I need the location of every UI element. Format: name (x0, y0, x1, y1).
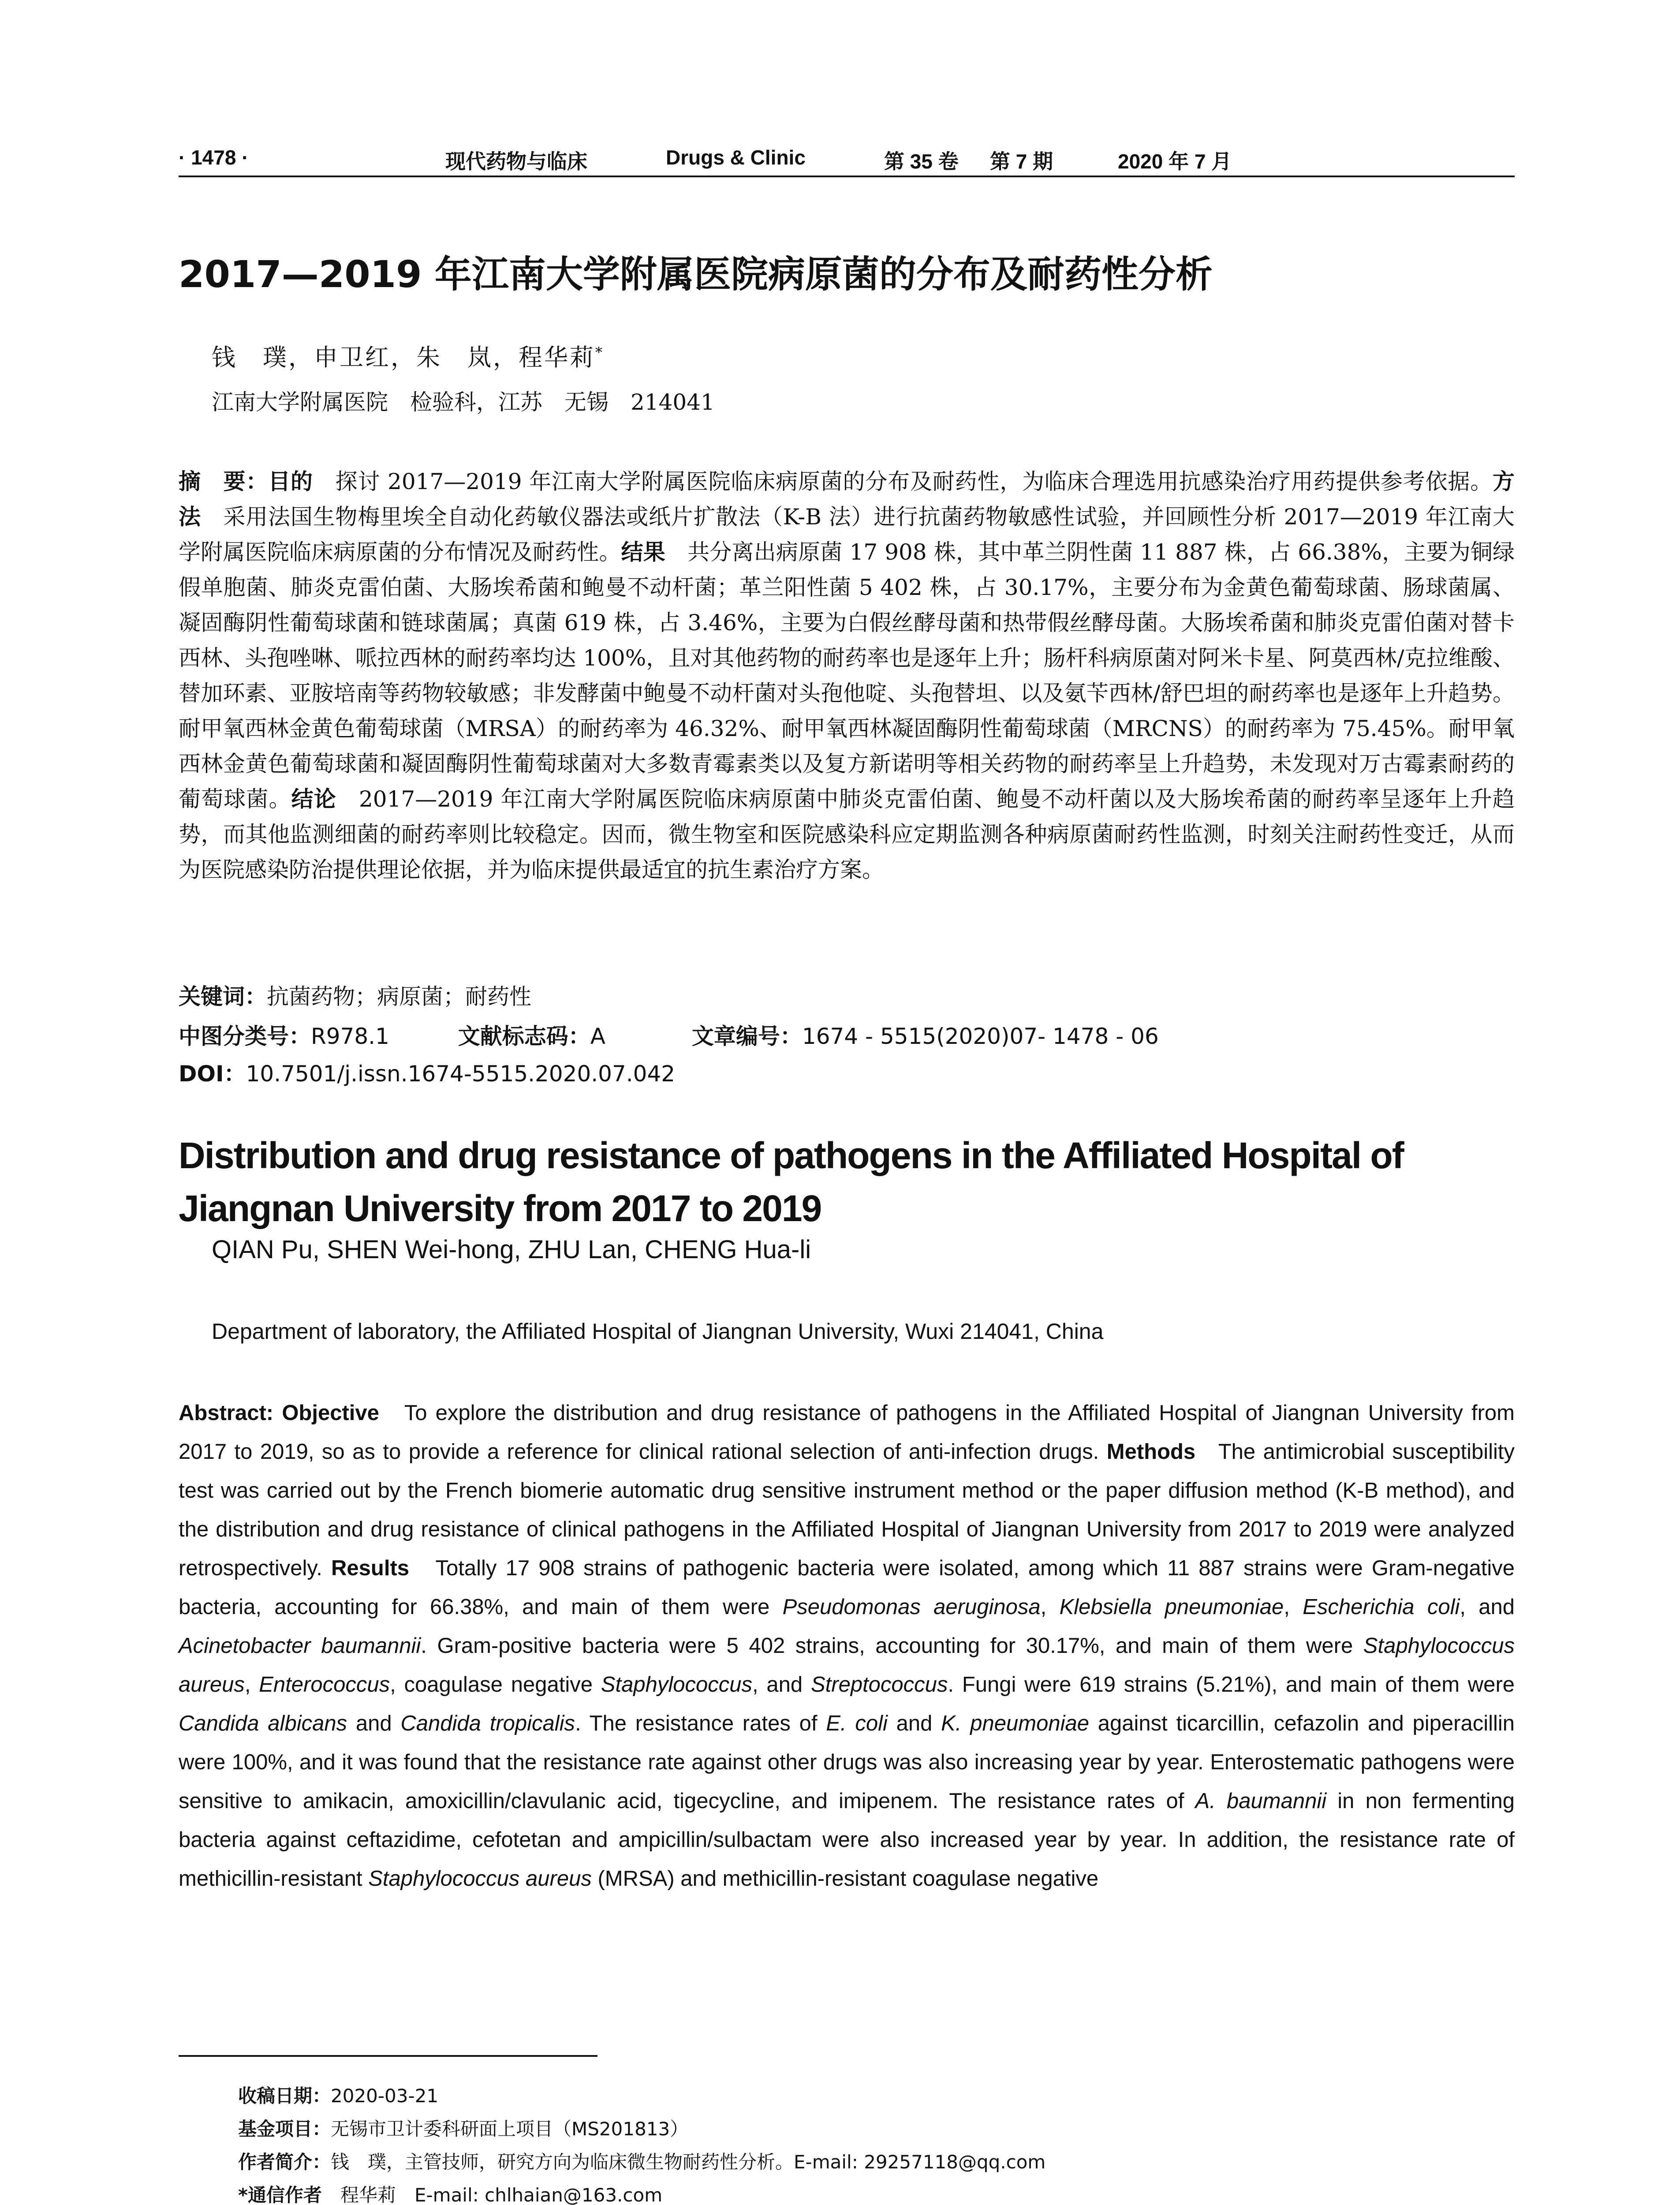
results-text: , and (1460, 1595, 1515, 1619)
results-text: Totally 17 908 strains of pathogenic bacteria were isolated, among which 11 887 strains were Gram-negative bacteria, accounting for 66.38%, and main of them were (179, 1556, 1515, 1619)
abstract-en-label: Abstract: (179, 1401, 274, 1425)
authors-en: QIAN Pu, SHEN Wei-hong, ZHU Lan, CHENG Hua-li (212, 1235, 811, 1264)
species-name: Staphylococcus aureus (368, 1867, 592, 1891)
results-text: , coagulase negative (390, 1673, 601, 1697)
results-text: , (1284, 1595, 1303, 1619)
doi-value[interactable]: 10.7501/j.issn.1674-5515.2020.07.042 (246, 1061, 676, 1087)
doi-line (179, 1056, 675, 1088)
footnote-bio (238, 2148, 1045, 2174)
abstract-cn-methods-label: 方法 (179, 469, 1515, 530)
doi-label: DOI： (179, 1061, 246, 1087)
species-name: Staphylococcus (601, 1673, 752, 1697)
species-name: Acinetobacter baumannii (179, 1634, 421, 1658)
received-date: 2020-03-21 (331, 2085, 439, 2107)
abstract-cn-conclusion: 2017—2019 年江南大学附属医院临床病原菌中肺炎克雷伯菌、鲍曼不动杆菌以及大肠埃希菌的耐药率呈逐年上升趋势，而其他监测细菌的耐药率则比较稳定。因而，微生物室和医院感染科应定期监测各种病原菌耐药性监测，时刻关注耐药性变迁，从而为医院感染防治提供理论依据，并为临床提供最适宜的抗生素治疗方案。 (179, 786, 1515, 882)
header-rule (179, 176, 1515, 177)
title-cn: 2017—2019 年江南大学附属医院病原菌的分布及耐药性分析 (179, 253, 1213, 296)
abstract-en-methods: The antimicrobial susceptibility test was carried out by the French biomerie automatic drug sensitive instrument method or the paper diffusion method (K-B method), and the distribution and drug resistance of clinical pathogens in the Affiliated Hospital of Jiangnan University from 2017 to 2019 were analyzed retrospectively. (179, 1440, 1515, 1580)
species-name: Staphylococcus aureus (179, 1634, 1515, 1697)
running-header (179, 142, 1515, 173)
abstract-cn-methods: 采用法国生物梅里埃全自动化药敏仪器法或纸片扩散法（K-B 法）进行抗菌药物敏感性试验，并回顾性分析 2017—2019 年江南大学附属医院临床病原菌的分布情况及耐药性。 (179, 504, 1515, 565)
footnote-received (238, 2082, 438, 2108)
results-text: , (1040, 1595, 1060, 1619)
species-name: E. coli (826, 1712, 888, 1735)
species-name: K. pneumoniae (941, 1712, 1089, 1735)
footnote-fund (238, 2115, 688, 2141)
corresponding-label: *通信作者 (238, 2184, 322, 2205)
keywords-line (179, 979, 531, 1011)
species-name: A. baumannii (1195, 1789, 1327, 1813)
results-text: . The resistance rates of (575, 1712, 826, 1735)
doc-code-value: A (590, 1024, 606, 1049)
species-name: Candida albicans (179, 1712, 347, 1735)
clc-label: 中图分类号： (179, 1024, 311, 1049)
authors-cn (212, 339, 604, 373)
species-name: Enterococcus (259, 1673, 390, 1697)
corresponding-mark: * (595, 344, 604, 361)
bio-value: 钱 璞，主管技师，研究方向为临床微生物耐药性分析。E-mail: 29257118@qq.com (331, 2151, 1046, 2173)
species-name: Candida tropicalis (400, 1712, 575, 1735)
abstract-cn-objective: 探讨 2017—2019 年江南大学附属医院临床病原菌的分布及耐药性，为临床合理选用抗感染治疗用药提供参考依据。 (313, 469, 1493, 494)
authors-cn-names: 钱 璞，申卫红，朱 岚，程华莉 (212, 344, 595, 371)
clc-value: R978.1 (311, 1024, 389, 1049)
abstract-cn-objective-label: 目的 (268, 469, 313, 494)
results-text: against ticarcillin, cefazolin and piperacillin were 100%, and it was found that the resistance rate against other drugs was also increasing year by year. Enterostematic pathogens were sensitive to amikacin, amoxicillin/clavulanic acid, tigecycline, and imipenem. The resistance rates of (179, 1712, 1515, 1813)
species-name: Streptococcus (810, 1673, 948, 1697)
issue-date: 2020 年 7 月 (1118, 150, 1232, 173)
species-name: Pseudomonas aeruginosa (782, 1595, 1041, 1619)
abstract-en-objective-label: Objective (282, 1401, 379, 1425)
abstract-en-results-label: Results (331, 1556, 410, 1580)
keywords-label: 关键词： (179, 984, 267, 1009)
article-number-value: 1674 - 5515(2020)07- 1478 - 06 (802, 1024, 1159, 1049)
fund-value: 无锡市卫计委科研面上项目（MS201813） (331, 2118, 689, 2140)
species-name: Escherichia coli (1303, 1595, 1460, 1619)
issue: 第 7 期 (990, 150, 1053, 173)
affiliation-en: Department of laboratory, the Affiliated Hospital of Jiangnan University, Wuxi 214041, China (212, 1319, 1104, 1344)
results-text: in non fermenting bacteria against ceftazidime, cefotetan and ampicillin/sulbactam were also increased year by year. In addition, the resistance rate of methicillin-resistant (179, 1789, 1515, 1891)
results-text: . Fungi were 619 strains (5.21%), and main of them were (948, 1673, 1515, 1697)
abstract-en (179, 1394, 1515, 1898)
results-text: , (244, 1673, 259, 1697)
affiliation-cn: 江南大学附属医院 检验科，江苏 无锡 214041 (212, 389, 715, 415)
doc-code-label: 文献标志码： (458, 1024, 590, 1049)
species-name: Klebsiella pneumoniae (1059, 1595, 1284, 1619)
footnote-corresponding (238, 2181, 662, 2205)
results-text: and (887, 1712, 941, 1735)
abstract-cn-results-label: 结果 (621, 539, 665, 565)
corresponding-value: 程华莉 E-mail: chlhaian@163.com (321, 2184, 663, 2205)
page-number: · 1478 · (179, 146, 249, 169)
keywords-value: 抗菌药物；病原菌；耐药性 (267, 984, 531, 1009)
abstract-en-methods-label: Methods (1106, 1440, 1196, 1464)
classification-line (179, 1019, 1159, 1050)
abstract-cn-conclusion-label: 结论 (291, 786, 336, 812)
bio-label: 作者简介： (238, 2151, 331, 2173)
results-text: and (347, 1712, 401, 1735)
results-text: . Gram-positive bacteria were 5 402 strains, accounting for 30.17%, and main of them were (421, 1634, 1363, 1658)
journal-title-en: Drugs & Clinic (666, 146, 806, 169)
footnote-rule (179, 2055, 597, 2057)
abstract-en-objective: To explore the distribution and drug resistance of pathogens in the Affiliated Hospital of Jiangnan University from 2017 to 2019, so as to provide a reference for clinical rational selection of anti-infection drugs. (179, 1401, 1515, 1464)
title-en: Distribution and drug resistance of pathogens in the Affiliated Hospital of Jiangnan University from 2017 to 2019 (179, 1135, 1404, 1229)
journal-title-cn: 现代药物与临床 (445, 149, 587, 173)
received-label: 收稿日期： (238, 2085, 331, 2107)
fund-label: 基金项目： (238, 2118, 331, 2140)
article-number-label: 文章编号： (691, 1024, 802, 1049)
abstract-cn (179, 464, 1515, 887)
results-text: , and (752, 1673, 811, 1697)
results-text: (MRSA) and methicillin-resistant coagulase negative (591, 1867, 1099, 1891)
abstract-cn-results: 共分离出病原菌 17 908 株，其中革兰阴性菌 11 887 株，占 66.38%，主要为铜绿假单胞菌、肺炎克雷伯菌、大肠埃希菌和鲍曼不动杆菌；革兰阳性菌 5 402 株，占 30.17%，主要分布为金黄色葡萄球菌、肠球菌属、凝固酶阴性葡萄球菌和链球菌属；真菌 619 株，占 3.46%，主要为白假丝酵母菌和热带假丝酵母菌。大肠埃希菌和肺炎克雷伯菌对替卡西林、头孢唑啉、哌拉西林的耐药率均达 100%，且对其他药物的耐药率也是逐年上升；肠杆科病原菌对阿米卡星、阿莫西林/克拉维酸、替加环素、亚胺培南等药物较敏感；非发酵菌中鲍曼不动杆菌对头孢他啶、头孢替坦、以及氨苄西林/舒巴坦的耐药率也是逐年上升趋势。耐甲氧西林金黄色葡萄球菌（MRSA）的耐药率为 46.32%、耐甲氧西林凝固酶阴性葡萄球菌（MRCNS）的耐药率为 75.45%。耐甲氧西林金黄色葡萄球菌和凝固酶阴性葡萄球菌对大多数青霉素类以及复方新诺明等相关药物的耐药率呈上升趋势，未发现对万古霉素耐药的葡萄球菌。 (179, 539, 1515, 812)
abstract-cn-label: 摘 要： (179, 469, 269, 494)
abstract-en-results (179, 1556, 1515, 1891)
volume: 第 35 卷 (884, 150, 959, 173)
